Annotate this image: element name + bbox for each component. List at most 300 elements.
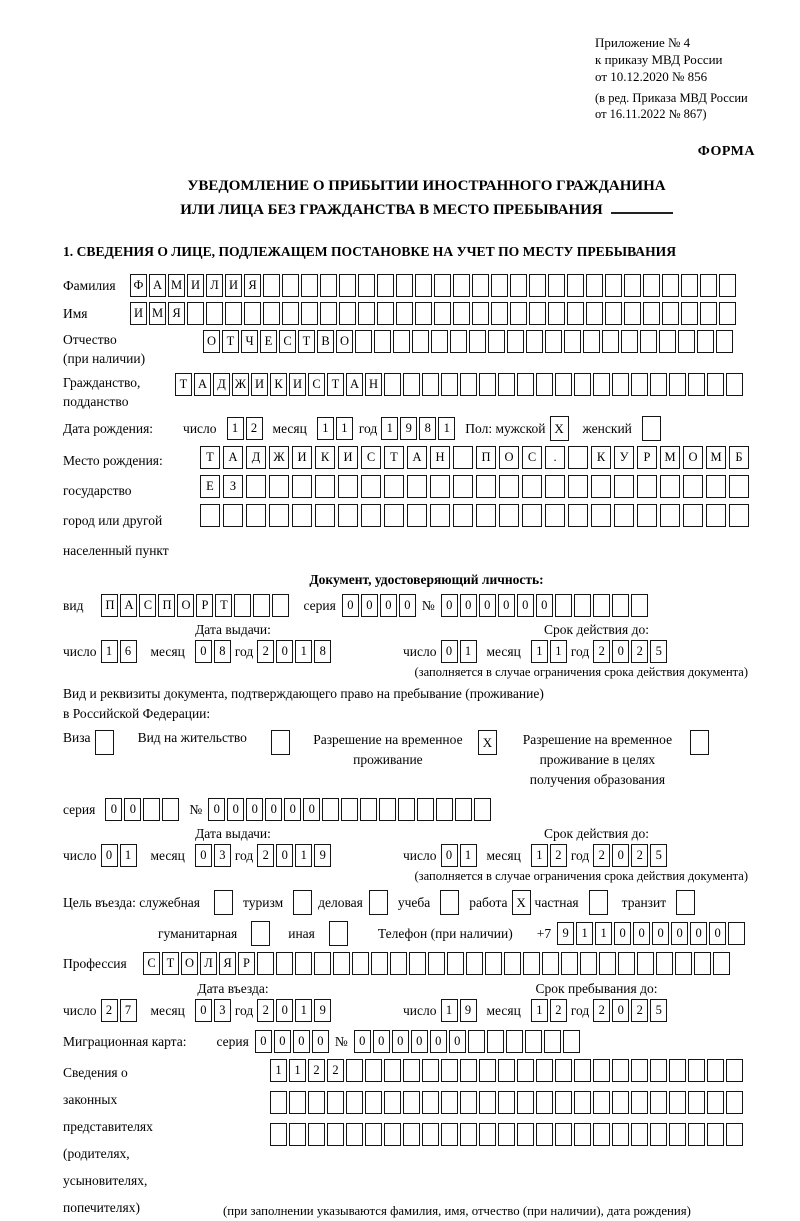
char-cell [726,1091,743,1114]
char-cell [545,504,565,527]
representatives-label: Сведения о законных представителях (родителях, усыновителях, попечителях) [63,1065,153,1215]
char-cell [536,1091,553,1114]
permit-issue-row: число 0 1 месяц 0 3 год 2 0 1 9 [63,844,403,867]
char-cell [223,504,243,527]
entry-date-header: Дата въезда: [197,981,269,996]
id-issue-year-cells [257,640,331,663]
citizenship-cells [175,373,743,396]
char-cell: М [149,302,166,325]
char-cell [568,475,588,498]
char-cell: Д [213,373,230,396]
char-cell [244,302,261,325]
char-cell [339,302,356,325]
char-cell [707,1123,724,1146]
char-cell [365,1123,382,1146]
char-cell [455,798,472,821]
char-cell: 1 [531,640,548,663]
char-cell [315,475,335,498]
birth-month-cells [317,417,353,440]
char-cell: 8 [314,640,331,663]
char-cell: 9 [400,417,417,440]
phone-cells [557,922,745,945]
section1-heading: 1. СВЕДЕНИЯ О ЛИЦЕ, ПОДЛЕЖАЩЕМ ПОСТАНОВКЕ НА УЧЕТ ПО МЕСТУ ПРЕБЫВАНИЯ [63,244,677,259]
char-cell: 0 [517,594,534,617]
char-cell [637,504,657,527]
char-cell: 2 [593,999,610,1022]
char-cell: 0 [399,594,416,617]
temp-permit-label: Разрешение на временное проживание [313,732,463,767]
char-cell [346,1059,363,1082]
char-cell [453,504,473,527]
char-cell [409,952,426,975]
sex-male-label: Пол: мужской [465,420,546,436]
annex-revision-note [595,90,790,122]
stay-year-cells [593,999,667,1022]
char-cell: 1 [295,640,312,663]
char-cell: 0 [303,798,320,821]
validity-note: (заполняется в случае ограничения срока действия документа) [414,869,748,883]
char-cell: С [361,446,381,469]
char-cell [384,1059,401,1082]
char-cell [403,1059,420,1082]
char-cell [555,594,572,617]
char-cell [605,274,622,297]
char-cell [365,1091,382,1114]
char-cell [450,330,467,353]
char-cell: 0 [709,922,726,945]
residence-permit-label: Вид на жительство [137,730,247,745]
id-doc-heading: Документ, удостоверяющий личность: [309,572,544,587]
migration-card-label: Миграционная карта: [63,1033,187,1049]
char-cell [428,952,445,975]
char-cell [574,373,591,396]
entry-date-row: число 2 7 месяц 0 3 год 2 0 1 9 [63,999,403,1022]
char-cell: М [660,446,680,469]
valid-until-header: Срок действия до: [544,622,649,637]
char-cell [469,330,486,353]
permit-valid-day-cells [441,844,477,867]
char-cell: И [338,446,358,469]
char-cell [504,952,521,975]
char-cell [488,330,505,353]
char-cell [422,1091,439,1114]
char-cell [517,1091,534,1114]
char-cell [491,274,508,297]
char-cell [377,302,394,325]
char-cell: 0 [124,798,141,821]
char-cell: 2 [550,844,567,867]
day-label: число [183,420,217,436]
char-cell: 1 [595,922,612,945]
purpose-row [63,890,790,915]
number-label: № [334,1033,348,1049]
char-cell [415,302,432,325]
char-cell [214,890,233,915]
char-cell: 1 [441,999,458,1022]
humanitarian-label: гуманитарная [158,925,238,941]
char-cell [358,302,375,325]
permit-number-cells [208,798,491,821]
char-cell [614,504,634,527]
sex-male-checkbox [550,416,569,441]
char-cell: 0 [441,640,458,663]
char-cell [403,1091,420,1114]
char-cell: П [158,594,175,617]
char-cell [289,1091,306,1114]
char-cell [361,504,381,527]
char-cell [355,330,372,353]
char-cell: И [187,274,204,297]
char-cell [568,504,588,527]
char-cell: 1 [227,417,244,440]
char-cell [352,952,369,975]
char-cell [393,330,410,353]
id-issue-day-cells [101,640,137,663]
char-cell [688,1059,705,1082]
char-cell: 0 [276,640,293,663]
char-cell [640,330,657,353]
char-cell [327,1091,344,1114]
number-label: № [421,597,435,613]
entry-dates-block [63,981,790,1022]
char-cell: З [223,475,243,498]
char-cell [403,1123,420,1146]
char-cell: 2 [257,844,274,867]
char-cell [729,504,749,527]
mig-number-cells [354,1030,580,1053]
char-cell [586,274,603,297]
char-cell [523,952,540,975]
char-cell: 0 [498,594,515,617]
permit-type-row [63,730,790,790]
char-cell [415,274,432,297]
char-cell: 1 [576,922,593,945]
blank-underline [611,211,673,214]
char-cell: 7 [120,999,137,1022]
char-cell: К [591,446,611,469]
char-cell [498,373,515,396]
char-cell [656,952,673,975]
annex-note-line: от 16.11.2022 № 867) [595,107,707,121]
birthplace-label: Место рождения: государство город или другой населенный пункт [63,453,169,558]
surname-label: Фамилия [63,277,116,293]
char-cell [289,1123,306,1146]
rep-cells-1 [270,1059,743,1082]
right-doc-line2: в Российской Федерации: [63,706,211,721]
char-cell [468,1030,485,1053]
char-cell [517,1123,534,1146]
char-cell [580,952,597,975]
char-cell [365,1059,382,1082]
char-cell [669,373,686,396]
char-cell: 5 [650,640,667,663]
representatives-row [63,1059,790,1221]
char-cell: Т [384,446,404,469]
char-cell: 0 [690,922,707,945]
char-cell: 0 [195,844,212,867]
permit-valid-month-cells [531,844,567,867]
series-label: серия [63,801,96,817]
char-cell [396,274,413,297]
char-cell [403,373,420,396]
permit-series-cells [105,798,179,821]
char-cell [675,952,692,975]
char-cell: Т [175,373,192,396]
char-cell [694,952,711,975]
char-cell [472,302,489,325]
char-cell: Т [327,373,344,396]
char-cell [548,274,565,297]
char-cell: П [101,594,118,617]
char-cell [507,330,524,353]
char-cell [650,373,667,396]
char-cell [567,274,584,297]
char-cell: X [512,890,531,915]
char-cell: 0 [441,844,458,867]
char-cell [688,1091,705,1114]
char-cell [669,1123,686,1146]
char-cell: 2 [631,640,648,663]
char-cell [422,1123,439,1146]
char-cell: 1 [336,417,353,440]
char-cell [434,274,451,297]
char-cell [358,274,375,297]
name-cells [130,302,736,325]
char-cell: Л [206,274,223,297]
char-cell [472,274,489,297]
char-cell: 0 [293,1030,310,1053]
char-cell [253,594,270,617]
char-cell [398,798,415,821]
char-cell [591,475,611,498]
char-cell: 2 [550,999,567,1022]
char-cell: Ж [269,446,289,469]
char-cell: Т [222,330,239,353]
char-cell [187,302,204,325]
char-cell [441,1123,458,1146]
char-cell [624,274,641,297]
char-cell: 0 [536,594,553,617]
char-cell: К [270,373,287,396]
char-cell: 5 [650,844,667,867]
char-cell: 8 [214,640,231,663]
char-cell [369,890,388,915]
char-cell: 1 [460,640,477,663]
id-dates-block [63,622,790,663]
char-cell: М [168,274,185,297]
char-cell [384,1123,401,1146]
char-cell [624,302,641,325]
char-cell [162,798,179,821]
char-cell [589,890,608,915]
char-cell: 0 [479,594,496,617]
char-cell: А [223,446,243,469]
char-cell [384,1091,401,1114]
char-cell: 0 [208,798,225,821]
char-cell [593,1059,610,1082]
birthplace-cells-2 [200,475,749,498]
char-cell: 0 [373,1030,390,1053]
char-cell [681,302,698,325]
char-cell [384,475,404,498]
char-cell: 8 [419,417,436,440]
business-label: деловая [318,894,363,910]
char-cell: Н [365,373,382,396]
char-cell [460,1091,477,1114]
char-cell [479,1091,496,1114]
char-cell: 9 [557,922,574,945]
char-cell: С [279,330,296,353]
char-cell [662,274,679,297]
char-cell [729,475,749,498]
char-cell [499,504,519,527]
char-cell: 1 [289,1059,306,1082]
char-cell: 1 [550,640,567,663]
purpose-study-checkbox [440,890,459,915]
temp-permit-checkbox [478,730,497,755]
char-cell [593,594,610,617]
char-cell: 1 [101,640,118,663]
purpose-row-2 [63,921,790,946]
birthplace-cells-1 [200,446,749,469]
char-cell [485,952,502,975]
surname-cells [130,274,736,297]
char-cell [676,890,695,915]
char-cell [361,475,381,498]
char-cell: Т [162,952,179,975]
char-cell [637,952,654,975]
char-cell: Р [238,952,255,975]
char-cell: О [499,446,519,469]
char-cell: 1 [438,417,455,440]
char-cell [574,594,591,617]
char-cell [417,798,434,821]
char-cell [660,475,680,498]
char-cell: О [181,952,198,975]
char-cell [301,274,318,297]
char-cell [564,330,581,353]
char-cell: С [522,446,542,469]
char-cell [707,1091,724,1114]
citizenship-label: Гражданство, подданство [63,375,141,409]
char-cell: 0 [612,999,629,1022]
tourism-label: туризм [243,894,284,910]
char-cell [631,373,648,396]
char-cell [441,1059,458,1082]
char-cell [574,1091,591,1114]
char-cell: Д [246,446,266,469]
year-label: год [358,420,378,436]
char-cell: 1 [531,844,548,867]
char-cell [436,798,453,821]
char-cell: 2 [257,999,274,1022]
char-cell [593,1123,610,1146]
char-cell [225,302,242,325]
transit-label: транзит [621,894,667,910]
char-cell: 0 [380,594,397,617]
entry-month-cells [195,999,231,1022]
char-cell [476,475,496,498]
char-cell: 0 [633,922,650,945]
char-cell [282,274,299,297]
char-cell [522,475,542,498]
char-cell: 2 [593,640,610,663]
char-cell [643,274,660,297]
char-cell [555,1123,572,1146]
entry-year-cells [257,999,331,1022]
char-cell [257,952,274,975]
char-cell [612,594,629,617]
permit-series-row [63,798,790,821]
char-cell [526,330,543,353]
char-cell: Ж [232,373,249,396]
char-cell [669,1059,686,1082]
char-cell [431,330,448,353]
migration-card-row [63,1030,790,1053]
birth-year-cells [381,417,455,440]
char-cell [251,921,270,946]
char-cell [314,952,331,975]
char-cell [333,952,350,975]
profession-row [63,952,790,975]
char-cell: 0 [361,594,378,617]
char-cell: 1 [270,1059,287,1082]
char-cell [498,1123,515,1146]
char-cell [642,416,661,441]
phone-prefix: +7 [536,925,552,941]
char-cell [453,274,470,297]
char-cell [479,1059,496,1082]
char-cell [631,1091,648,1114]
char-cell [269,475,289,498]
char-cell [548,302,565,325]
char-cell: И [289,373,306,396]
char-cell: С [308,373,325,396]
birth-day-cells [227,417,263,440]
char-cell [659,330,676,353]
char-cell [246,504,266,527]
char-cell [681,274,698,297]
char-cell [407,475,427,498]
char-cell [476,504,496,527]
char-cell [308,1123,325,1146]
char-cell: С [139,594,156,617]
char-cell: О [177,594,194,617]
char-cell [719,274,736,297]
char-cell [688,373,705,396]
char-cell [567,302,584,325]
char-cell [487,1030,504,1053]
char-cell [517,1059,534,1082]
char-cell [631,594,648,617]
series-label: серия [303,597,336,613]
char-cell [688,1123,705,1146]
char-cell: 9 [314,999,331,1022]
char-cell [276,952,293,975]
char-cell [341,798,358,821]
char-cell: 0 [276,844,293,867]
char-cell [272,594,289,617]
char-cell [545,330,562,353]
char-cell: Т [215,594,232,617]
char-cell: О [683,446,703,469]
char-cell [200,504,220,527]
work-label: работа [469,894,508,910]
char-cell [599,952,616,975]
char-cell [263,274,280,297]
id-valid-day-cells [441,640,477,663]
permit-dates-block [63,826,790,867]
